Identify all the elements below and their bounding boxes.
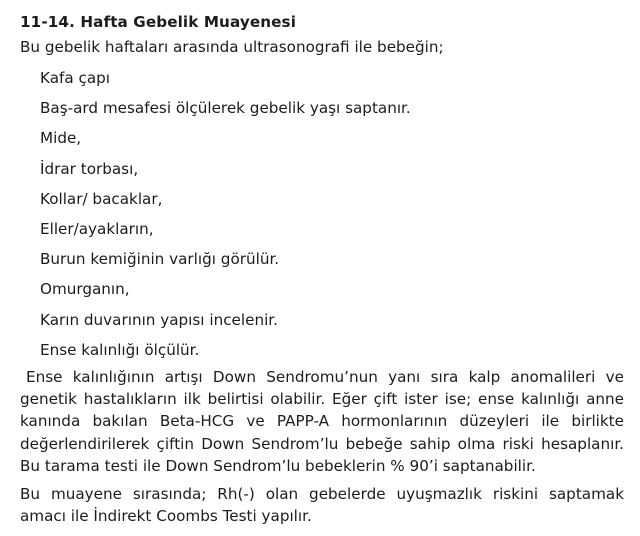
list-item: İdrar torbası, [40,159,139,178]
list-item: Baş-ard mesafesi ölçülerek gebelik yaşı saptanır. [40,99,411,118]
intro-text: Bu gebelik haftaları arasında ultrasonografi ile bebeğin; [20,38,444,56]
list-item: Karın duvarının yapısı incelenir. [40,310,278,329]
list-item: Kafa çapı [40,69,110,87]
list-item: Mide, [40,129,82,148]
findings-list [20,63,624,365]
list-item: Burun kemiğinin varlığı görülür. [40,250,280,269]
list-item: Ense kalınlığı ölçülür. [40,340,200,359]
list-item: Omurganın, [40,280,130,299]
body-paragraph-1: Ense kalınlığının artışı Down Sendromu’nun yanı sıra kalp anomalileri ve genetik hastalıkların ilk belirtisi olabilir. Eğer çift ister ise; ense kalınlığı anne kanında bakılan Beta-HCG ve PAPP-A hormonlarının düzeyleri ile birlikte değerlendirilerek çiftin Down Sendrom’lu bebeğe sahip olma riski hesaplanır. Bu tarama testi ile Down Sendrom’lu bebeklerin % 90’i saptanabilir. [20,368,624,475]
body-paragraph-2: Bu muayene sırasında; Rh(-) olan gebelerde uyuşmazlık riskini saptamak amacı ile İndirekt Coombs Testi yapılır. [20,485,624,526]
list-item: Kollar/ bacaklar, [40,189,163,208]
section-heading: 11-14. Hafta Gebelik Muayenesi [20,13,296,31]
list-item: Eller/ayakların, [40,220,154,239]
